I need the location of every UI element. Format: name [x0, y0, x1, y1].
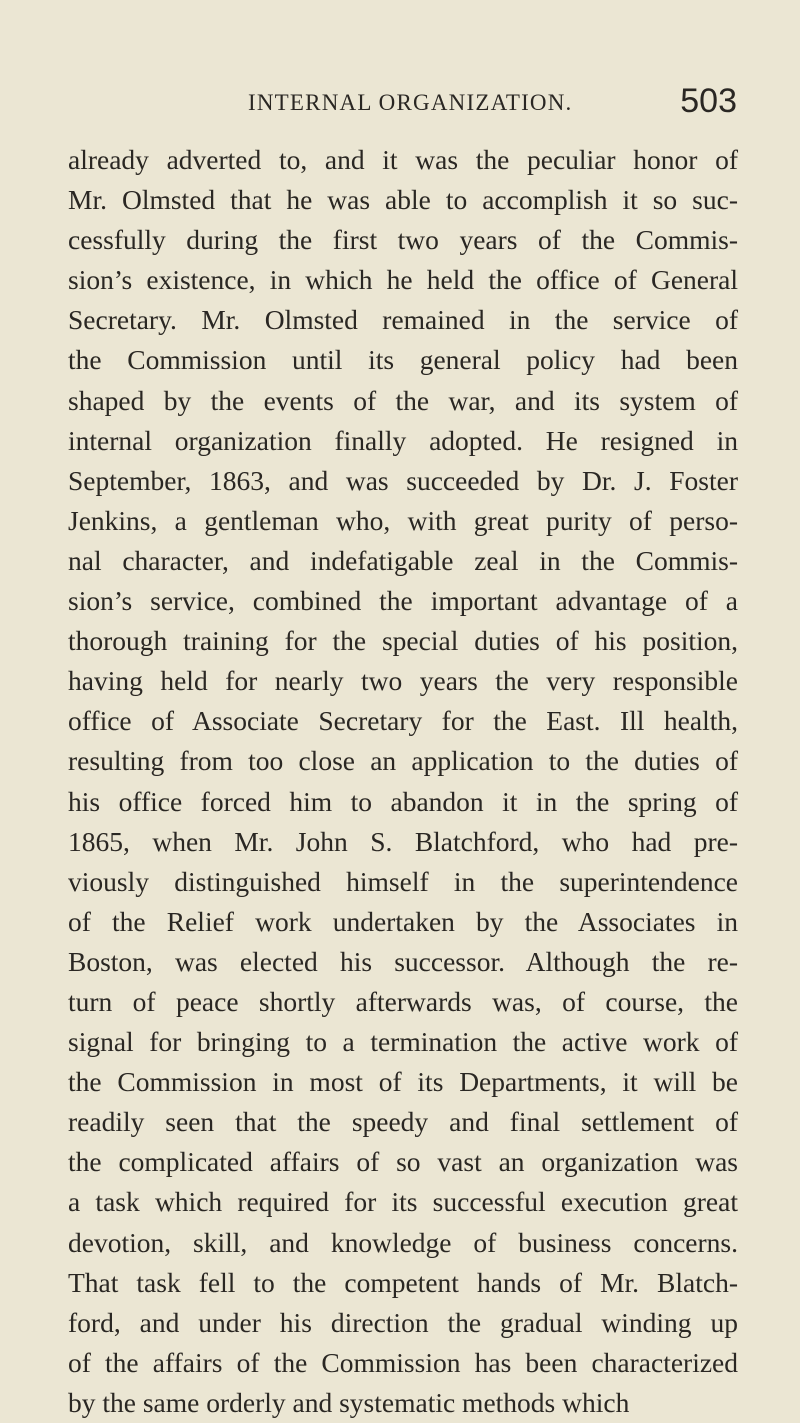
text-line: the Commission until its general policy had been: [68, 344, 738, 376]
text-line: nal character, and indefatigable zeal in the Commis-: [68, 544, 738, 576]
text-line: ford, and under his direction the gradual winding up: [68, 1306, 738, 1338]
text-line: Jenkins, a gentleman who, with great purity of perso-: [68, 504, 738, 536]
text-line: sion’s existence, in which he held the office of General: [68, 264, 738, 296]
text-line: viously distinguished himself in the superintendence: [68, 865, 738, 897]
text-line: having held for nearly two years the very responsible: [68, 665, 738, 697]
text-line: the complicated affairs of so vast an organization was: [68, 1146, 738, 1178]
text-line: turn of peace shortly afterwards was, of course, the: [68, 985, 738, 1017]
text-line: Boston, was elected his successor. Although the re-: [68, 945, 738, 977]
text-line: resulting from too close an application to the duties of: [68, 745, 738, 777]
text-line: a task which required for its successful execution great: [68, 1186, 738, 1218]
text-line: of the Relief work undertaken by the Associates in: [68, 905, 738, 937]
text-line: by the same orderly and systematic methods which: [68, 1386, 630, 1418]
text-line: shaped by the events of the war, and its system of: [68, 384, 738, 416]
text-line: September, 1863, and was succeeded by Dr. J. Foster: [68, 464, 738, 496]
text-line: cessfully during the first two years of the Commis-: [68, 224, 738, 256]
text-line: office of Associate Secretary for the East. Ill health,: [68, 705, 738, 737]
text-line: his office forced him to abandon it in the spring of: [68, 785, 738, 817]
text-line: internal organization finally adopted. He resigned in: [68, 424, 738, 456]
text-line: 1865, when Mr. John S. Blatchford, who had pre-: [68, 825, 738, 857]
running-head: [0, 82, 800, 130]
text-line: That task fell to the competent hands of Mr. Blatch-: [68, 1266, 738, 1298]
body-text: [68, 140, 738, 1423]
text-line: the Commission in most of its Departments, it will be: [68, 1066, 738, 1098]
text-line: already adverted to, and it was the peculiar honor of: [68, 144, 738, 175]
text-line: readily seen that the speedy and final settlement of: [68, 1106, 738, 1138]
text-line: signal for bringing to a termination the active work of: [68, 1026, 738, 1058]
running-title: INTERNAL ORGANIZATION.: [248, 90, 573, 115]
page-number: 503: [680, 82, 737, 120]
text-line: Mr. Olmsted that he was able to accomplish it so suc-: [68, 184, 738, 216]
text-line: of the affairs of the Commission has been characterized: [68, 1346, 738, 1378]
text-line: sion’s service, combined the important advantage of a: [68, 585, 738, 617]
text-line: Secretary. Mr. Olmsted remained in the service of: [68, 304, 738, 336]
text-line: devotion, skill, and knowledge of business concerns.: [68, 1226, 738, 1258]
text-line: thorough training for the special duties of his position,: [68, 625, 738, 657]
